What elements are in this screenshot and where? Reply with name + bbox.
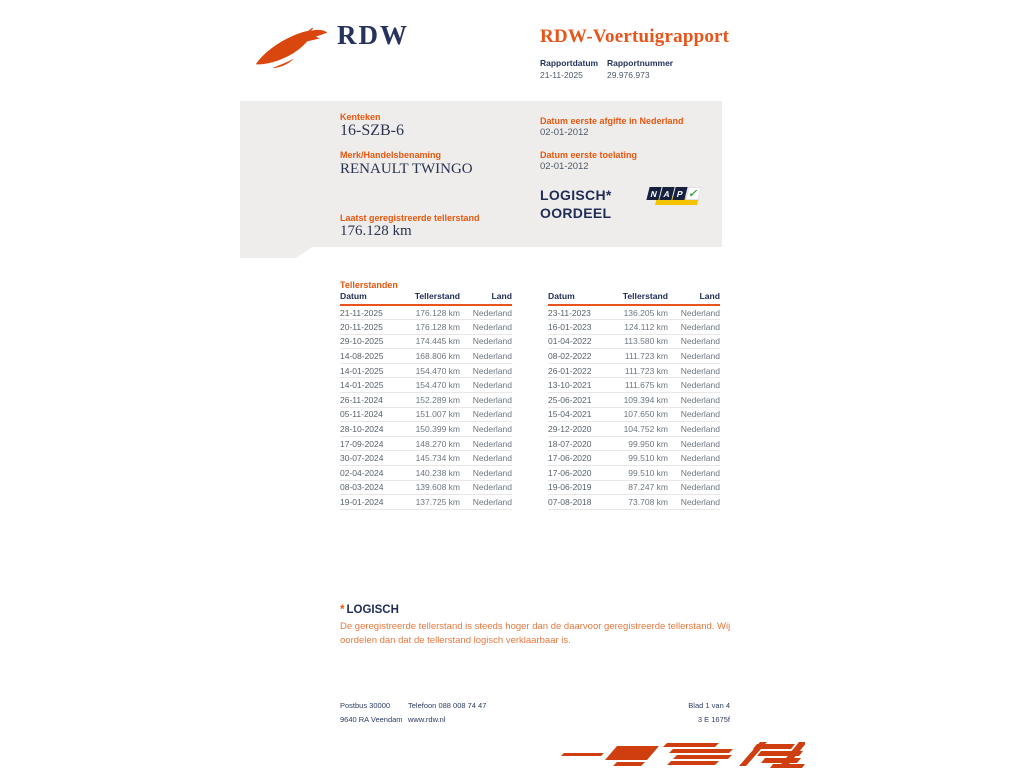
report-number-label: Rapportnummer (607, 58, 674, 68)
table-cell: 21-11-2025 (340, 305, 402, 320)
table-cell: Nederland (460, 422, 512, 437)
table-cell: Nederland (668, 393, 720, 408)
kenteken-label: Kenteken (340, 112, 381, 122)
table-row (548, 305, 720, 320)
table-cell: 174.445 km (402, 334, 460, 349)
footer-phone: Telefoon 088 008 74 47 (408, 701, 487, 710)
table-row (548, 378, 720, 393)
table-row (548, 451, 720, 466)
table-cell: 23-11-2023 (548, 305, 610, 320)
oordeel-line2: OORDEEL (540, 205, 612, 221)
rdw-wordmark: RDW (337, 20, 409, 50)
table-cell: 168.806 km (402, 349, 460, 364)
table-row (340, 480, 512, 495)
table-cell: 113.580 km (610, 334, 668, 349)
table-cell: Nederland (668, 407, 720, 422)
afgifte-value: 02-01-2012 (540, 127, 589, 138)
footnote-asterisk: * (340, 604, 345, 616)
table-row (340, 334, 512, 349)
column-header-land: Land (668, 291, 720, 305)
table-cell: 151.007 km (402, 407, 460, 422)
table-cell: 30-07-2024 (340, 451, 402, 466)
oordeel-line1: LOGISCH* (540, 187, 612, 203)
table-cell: Nederland (460, 407, 512, 422)
footer-address-line1: Postbus 30000 (340, 701, 391, 710)
footer-address (340, 699, 403, 727)
table-row (548, 334, 720, 349)
table-cell: Nederland (668, 349, 720, 364)
table-cell: 14-01-2025 (340, 363, 402, 378)
table-cell: 99.950 km (610, 436, 668, 451)
table-row (548, 407, 720, 422)
table-cell: 08-03-2024 (340, 480, 402, 495)
table-cell: 05-11-2024 (340, 407, 402, 422)
footnote-heading (340, 604, 399, 616)
kenteken-value: 16-SZB-6 (340, 122, 404, 139)
table-cell: 137.725 km (402, 495, 460, 510)
footer-form-code: 3 E 1675f (697, 715, 730, 724)
table-cell: Nederland (460, 378, 512, 393)
report-date-value: 21-11-2025 (540, 70, 583, 80)
table-row (340, 436, 512, 451)
table-cell: Nederland (460, 495, 512, 510)
table-cell: 107.650 km (610, 407, 668, 422)
tellerstanden-table-right (548, 291, 720, 510)
table-cell: 01-04-2022 (548, 334, 610, 349)
table-row (548, 495, 720, 510)
nap-letter-n: N (646, 187, 661, 200)
nap-letter-a: A (659, 187, 674, 200)
table-cell: Nederland (668, 305, 720, 320)
table-cell: 87.247 km (610, 480, 668, 495)
table-cell: 124.112 km (610, 320, 668, 335)
tellerstand-label: Laatst geregistreerde tellerstand (340, 213, 480, 223)
table-cell: 17-09-2024 (340, 436, 402, 451)
table-cell: 29-12-2020 (548, 422, 610, 437)
footer-page-info (600, 699, 730, 727)
speed-stripes-graphic (543, 740, 805, 768)
table-cell: Nederland (668, 451, 720, 466)
table-row (548, 320, 720, 335)
table-cell: Nederland (460, 363, 512, 378)
table-cell: Nederland (460, 436, 512, 451)
table-cell: 25-06-2021 (548, 393, 610, 408)
table-cell: 07-08-2018 (548, 495, 610, 510)
table-cell: 145.734 km (402, 451, 460, 466)
table-cell: 14-01-2025 (340, 378, 402, 393)
table-cell: 136.205 km (610, 305, 668, 320)
column-header-tellerstand: Tellerstand (610, 291, 668, 305)
table-cell: 111.723 km (610, 349, 668, 364)
table-row (340, 320, 512, 335)
table-cell: Nederland (668, 320, 720, 335)
tellerstanden-heading: Tellerstanden (340, 280, 398, 290)
column-header-tellerstand: Tellerstand (402, 291, 460, 305)
table-row (340, 378, 512, 393)
footer-website: www.rdw.nl (408, 715, 446, 724)
table-row (548, 363, 720, 378)
table-cell: 176.128 km (402, 320, 460, 335)
table-row (340, 393, 512, 408)
table-row (548, 422, 720, 437)
table-cell: Nederland (460, 480, 512, 495)
table-cell: 26-01-2022 (548, 363, 610, 378)
table-cell: Nederland (460, 466, 512, 481)
table-cell: 08-02-2022 (548, 349, 610, 364)
column-header-datum: Datum (340, 291, 402, 305)
tellerstanden-table-left (340, 291, 512, 510)
footer-address-line2: 9640 RA Veendam (340, 715, 403, 724)
table-cell: 19-01-2024 (340, 495, 402, 510)
table-row (548, 349, 720, 364)
table-cell: Nederland (668, 480, 720, 495)
table-cell: Nederland (460, 320, 512, 335)
table-cell: 140.238 km (402, 466, 460, 481)
table-cell: Nederland (668, 334, 720, 349)
table-row (548, 480, 720, 495)
table-cell: 28-10-2024 (340, 422, 402, 437)
table-row (548, 393, 720, 408)
table-row (340, 422, 512, 437)
table-cell: 154.470 km (402, 363, 460, 378)
table-cell: 02-04-2024 (340, 466, 402, 481)
table-cell: 13-10-2021 (548, 378, 610, 393)
table-cell: 20-11-2025 (340, 320, 402, 335)
merk-label: Merk/Handelsbenaming (340, 150, 442, 160)
footer-contact (408, 699, 486, 727)
table-cell: 104.752 km (610, 422, 668, 437)
table-cell: Nederland (460, 349, 512, 364)
table-cell: 26-11-2024 (340, 393, 402, 408)
table-cell: 15-04-2021 (548, 407, 610, 422)
footer-page-number: Blad 1 van 4 (688, 701, 730, 710)
toelating-label: Datum eerste toelating (540, 150, 638, 160)
table-cell: 99.510 km (610, 451, 668, 466)
oordeel-text (540, 186, 612, 222)
table-cell: Nederland (460, 305, 512, 320)
table-cell: Nederland (460, 334, 512, 349)
table-cell: 16-01-2023 (548, 320, 610, 335)
table-row (340, 495, 512, 510)
table-cell: Nederland (460, 393, 512, 408)
table-cell: Nederland (668, 422, 720, 437)
table-cell: 17-06-2020 (548, 451, 610, 466)
table-row (340, 466, 512, 481)
rdw-eagle-logo-icon (252, 28, 330, 70)
nap-checkmark-icon: ✓ (685, 187, 701, 200)
table-cell: 111.675 km (610, 378, 668, 393)
toelating-value: 02-01-2012 (540, 161, 589, 172)
table-cell: 152.289 km (402, 393, 460, 408)
table-cell: 99.510 km (610, 466, 668, 481)
table-cell: 154.470 km (402, 378, 460, 393)
merk-value: RENAULT TWINGO (340, 161, 473, 177)
table-row (340, 363, 512, 378)
table-cell: Nederland (668, 436, 720, 451)
table-cell: 19-06-2019 (548, 480, 610, 495)
report-title: RDW-Voertuigrapport (540, 26, 730, 47)
table-row (548, 436, 720, 451)
table-cell: 14-08-2025 (340, 349, 402, 364)
column-header-land: Land (460, 291, 512, 305)
table-row (340, 349, 512, 364)
table-cell: 29-10-2025 (340, 334, 402, 349)
footnote-title: LOGISCH (346, 604, 399, 616)
table-cell: Nederland (668, 466, 720, 481)
report-date-label: Rapportdatum (540, 58, 599, 68)
table-row (340, 305, 512, 320)
table-cell: 176.128 km (402, 305, 460, 320)
table-row (340, 451, 512, 466)
table-cell: Nederland (668, 378, 720, 393)
table-cell: 18-07-2020 (548, 436, 610, 451)
nap-letter-p: P (672, 187, 687, 200)
footnote-text: De geregistreerde tellerstand is steeds hoger dan de daarvoor geregistreerde tellerstand. Wij oordelen dan dat de tellerstand logisch verklaarbaar is. (340, 621, 731, 646)
table-row (340, 407, 512, 422)
table-cell: Nederland (460, 451, 512, 466)
table-cell: 109.394 km (610, 393, 668, 408)
table-row (548, 466, 720, 481)
table-cell: 150.399 km (402, 422, 460, 437)
table-cell: 73.708 km (610, 495, 668, 510)
report-number-value: 29.976.973 (607, 70, 650, 80)
nap-logo (648, 185, 700, 209)
afgifte-label: Datum eerste afgifte in Nederland (540, 116, 684, 126)
table-cell: Nederland (668, 495, 720, 510)
tellerstand-value: 176.128 km (340, 223, 412, 239)
table-cell: Nederland (668, 363, 720, 378)
table-cell: 148.270 km (402, 436, 460, 451)
column-header-datum: Datum (548, 291, 610, 305)
table-cell: 139.608 km (402, 480, 460, 495)
table-cell: 17-06-2020 (548, 466, 610, 481)
table-cell: 111.723 km (610, 363, 668, 378)
